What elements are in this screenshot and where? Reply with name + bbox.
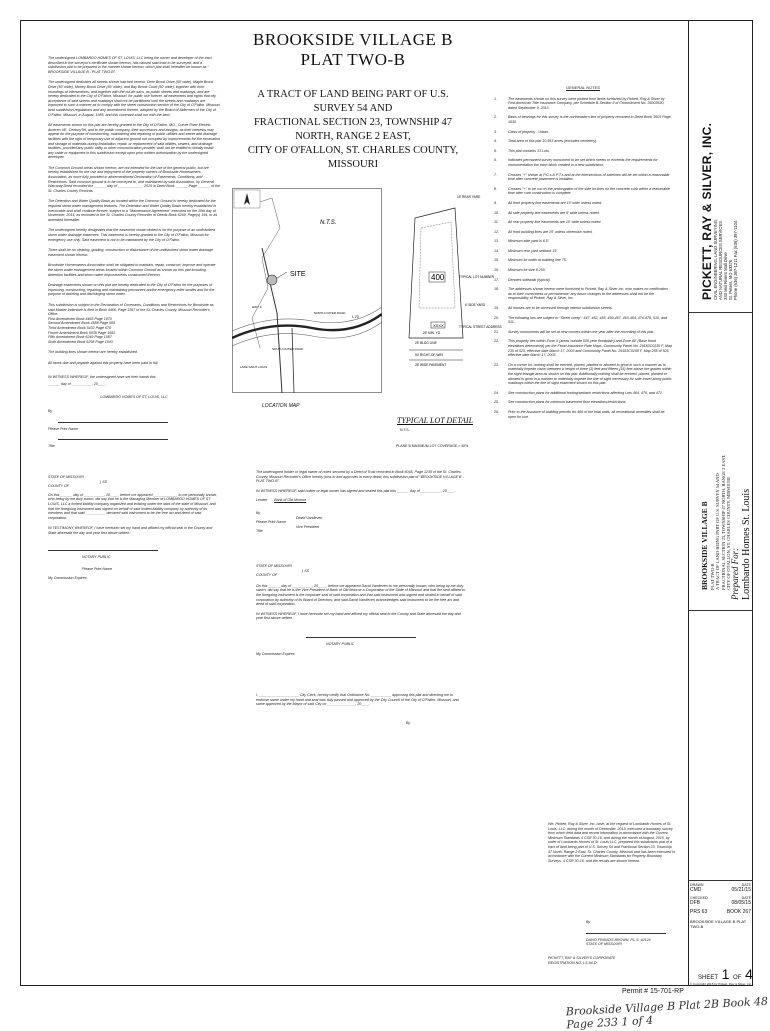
notary-public-label: NOTARY PUBLIC [82, 554, 111, 559]
hoa-maintenance-note: Brookside Homeowners Association shall be obligated to maintain, repair, construct, improve and operate the storm water management areas located within Common Ground as shown on this plat including detention facilities and storm water improvements constructed thereon. [48, 263, 216, 277]
map-road-label: HWY K [252, 305, 262, 309]
amendment-item: Third Amendment Book 5432 Page 675 [48, 325, 111, 330]
general-note-number: 4. [494, 139, 497, 144]
sheet-label: SHEET [698, 975, 718, 981]
general-note-number: 20. [494, 315, 499, 320]
subdivision-name: BROOKSIDE VILLAGE B [253, 30, 453, 49]
amendment-list [48, 317, 220, 345]
general-note [494, 249, 672, 254]
plat-number: PLAT TWO-B [300, 50, 406, 69]
lot-callout: 25' MIN. YD [423, 331, 441, 335]
permit-number: Permit # 15-701-RP [622, 988, 684, 995]
building-envelope [419, 222, 455, 308]
no-clearing-note: There shall be no clearing, grading, construction or disturbance of the undisturbed storm water drainage easement shown hereon. [48, 248, 214, 257]
general-notes-header: GENERAL NOTES [566, 85, 600, 90]
map-road-label: I-70 [352, 314, 359, 319]
general-note [494, 187, 672, 196]
general-note-text: Minimum side yard is 6.5'. [508, 239, 550, 244]
handwritten-annotation: Brookside Village B Plat 2B Book 48 Page 233 1 of 4 [565, 994, 769, 1031]
surveyor-signature-block [586, 920, 676, 947]
title-block-divider [688, 610, 753, 611]
client-name: Lombardo Homes St. Louis [741, 488, 752, 600]
drawn-value: CMD [690, 887, 702, 893]
surveyor-certificate: We, Pickett, Ray & Silver, Inc. have, at the request of Lombardo Homes of St. Louis, LLC, during the month of December, 2013, executed a boundary survey from which field data and record information in accordance with the Current Minimum Standards 4 CSR 30-16, and during the month of August, 2015, by order of Lombardo Homes of St. Louis LLC, prepared this subdivision plat of a tract of land being part of U.S. Survey 54 and Fractional Section 23, Township 47 North, Range 2 East, St. Charles County, Missouri and has been executed in accordance with the Current Minimum Standards for Property Boundary Surveys, 4 CSR 30-16, and the results are shown hereon. [548, 822, 675, 863]
general-note-text: Denotes sidewalk (typical). [508, 277, 551, 282]
site-leader-line [277, 272, 287, 278]
general-note-text: All front building lines are 25' unless otherwise noted. [508, 229, 593, 234]
general-note [494, 211, 672, 216]
general-note-text: This property lies within Zone X (areas outside 500-year floodplain) and Zone AE (Base flood elevations determined) per the Flood Insurance Rate Maps, Community Panel No. 29183C0235 F, Map 235 of 525, effective date March 17, 2003 and Community Panel No. 29183C0255 F, Map 255 of 525, effective date March 17, 2003. [508, 339, 672, 358]
plat-title [238, 30, 468, 172]
notary-commission-label: My Commission Expires [48, 575, 87, 580]
general-note-text: See construction plans for additional footing/setback restrictions affecting Lots 464, 476, and 471. [508, 390, 663, 395]
address-box-label: XXXX [433, 323, 444, 328]
drawn-values [690, 887, 751, 893]
lender-label: Lender [256, 498, 268, 503]
owner-signature-line [58, 416, 168, 423]
general-note-text: The easements shown on this survey were plotted from items furnished by Pickett, Ray & Silver by First American Title Insurance Company, per Schedule B-Section II of Commitment No. 35003530, dated September 9, 2013. [508, 96, 665, 110]
easement-grant: All easements shown on this plat are hereby granted to the City of O'Fallon, MO., Cuivre River Electric, Ameren UE, CenturyTel, and to the public company, their successors and assigns, as their interests may appear for the purpose of constructing, maintaining and repairing of public utilities and sewer and drainage facilities with the right of temporary use of adjacent ground not occupied by improvements for the excavation and storage of materials during installation, repair, or replacement of said utilities, sewers, and drainage facilities, provided any public utility or other communication provider shall not be entitled to initially install any cable or equipment in this subdivision except upon prior written authorization by the undersigned developer. [48, 123, 220, 160]
general-note-number: 25. [494, 400, 499, 405]
declaration-note: This subdivision is subject to the Declaration of Covenants, Conditions and Restrictions for Brookside as said Master Indenture is filed in Book 4466, Page 1367 of the St. Charles County, Missouri Recorder's Office. [48, 302, 214, 317]
lender-notary-county: COUNTY OF [256, 573, 278, 578]
drawn-label: DRAWN [690, 883, 704, 887]
general-note-text: Class of property - Urban. [508, 129, 550, 134]
surveyor-signature-line [586, 927, 666, 934]
notary-print-name-label: Please Print Name [82, 567, 112, 572]
amendment-item: Sixth Amendment Book 6298 Page 1543 [48, 339, 113, 344]
lender-statement: The undersigned holder or legal owner of notes secured by a Deed of Trust recorded in Book 6045, Page 1235 of the St. Charles County, Missouri Recorder's Office hereby joins in and approves in every detail, this subdivision plat of "BROOKSIDE VILLAGE B - PLAT TWO-B". [256, 470, 464, 484]
local-road-line [292, 328, 294, 393]
firm-name: PICKETT, RAY & SILVER, INC. [700, 122, 714, 300]
general-note [494, 258, 672, 263]
general-note [494, 201, 672, 206]
general-note-number: 3. [494, 129, 497, 134]
lender-signer-name: David Vandeven [296, 515, 323, 520]
firm-detail-line: 333 Mid Rivers Mall Drive [723, 252, 728, 300]
highway-k-line [262, 248, 282, 393]
project-detail-line: PLAT TWO-B [710, 563, 715, 590]
general-note-text: See construction plans for minimum basement floor elevations/restrictions. [508, 400, 627, 405]
general-note-number: 13. [494, 239, 499, 244]
notary-signature-line [48, 544, 158, 551]
general-note-number: 6. [494, 158, 497, 163]
general-note-text: Indicates permanent survey monument to be set which meets or exceeds the requirements for monumentation the each block created in a new subdivision. [508, 158, 658, 167]
lot-callout: TYPICAL LOT NUMBER [459, 275, 494, 279]
firm-detail-line: AND NATURAL RESOURCES SERVICES [718, 220, 723, 300]
general-note-text: Minimum lot size 8,250. [508, 268, 546, 273]
lender-notary-signature-line [306, 631, 416, 638]
general-note [494, 97, 672, 111]
taxes-note: All taxes due and payable against this property have been paid in full. [48, 360, 159, 365]
owner-certification [48, 56, 220, 580]
lender-signer-title: Vice President [296, 524, 320, 529]
general-note [494, 130, 672, 135]
site-marker [267, 275, 277, 285]
general-note-text: Prior to the issuance of building permits for 466 of the total units, all recreational amenities shall be open for use. [508, 409, 665, 419]
date-value: 05/21/15 [731, 887, 751, 893]
tract-description-1: A TRACT OF LAND BEING PART OF U.S. SURVEY 54 AND [257, 89, 449, 114]
field-label: PRS [690, 909, 701, 915]
general-note-text: Crosses "+" shown at P.C.s & P.T.s and at the intersections of sidelines will be set within a reasonable time after concrete pavement is installed. [508, 172, 670, 182]
map-nts-label: N.T.S. [320, 220, 337, 226]
lot-coverage-note: PLANE B MAXIMUM LOT COVERAGE = 40% [396, 444, 469, 448]
date2-label: DATE [741, 896, 751, 900]
lot-callout: 25' BLDG LINE [415, 341, 437, 345]
general-note-number: 24. [494, 390, 499, 395]
general-note [494, 268, 672, 273]
general-note-text: All houses are to be accessed through interior subdivision streets. [508, 306, 613, 311]
general-note-number: 23. [494, 362, 499, 367]
sheet-current: 1 [721, 966, 730, 982]
lot-number-label: 400 [431, 273, 445, 282]
typical-lot-diagram [385, 188, 503, 408]
owner-print-name-label: Please Print Name [48, 426, 78, 431]
date2-value: 08/05/15 [731, 900, 751, 906]
building-lines-note: The building lines shown hereon are hereby established. [48, 350, 138, 355]
general-note-number: 10. [494, 210, 499, 215]
date-label: DATE [741, 883, 751, 887]
location-map-frame [233, 189, 382, 393]
general-note-number: 16. [494, 268, 499, 273]
surveyor-state: STATE OF MISSOURI [586, 942, 622, 947]
amendment-item: Fourth Amendment Book 5539 Page 1682 [48, 330, 116, 335]
general-note-text: Minimum lot width at building line 75'. [508, 258, 568, 263]
city-clerk-certificate: I, ____________________ City Clerk, hereby certify that Ordinance No. __________ approving this plat and directing me to endorse same under my hand and seal was duly passed and approved by the City Council of the City of O'Fallon, Missouri, and same approved by the Mayor of said City on ______________, 20____. [256, 693, 459, 707]
general-note-text: Basis of bearings for this survey is the northeastern line of property recorded in Deed Book 3603 Page 1630. [508, 115, 671, 124]
owner-statement: The undersigned LOMBARDO HOMES OF ST. LOUIS, LLC being the owner and developer of the tract described in the surveyor's certificate shown hereon, has caused said tract to be surveyed, and a subdivision plat to be prepared in the manner shown hereon, which plat shall hereafter be known as " BROOKSIDE VILLAGE B - PLAT TWO-B". [48, 56, 212, 74]
general-note-text: This plat contains 33 Lots. [508, 148, 550, 153]
lot-callout: 28' WIDE PAVEMENT [415, 363, 447, 367]
sheet-of: OF [733, 975, 742, 981]
interstate-line [232, 314, 382, 338]
field-book-row [690, 909, 751, 915]
owner-by-label: By [48, 409, 53, 414]
typical-lot-caption: TYPICAL LOT DETAIL [397, 416, 474, 425]
field-value: 63 [701, 909, 708, 915]
general-note-text: Minimum rear yard setback 15'. [508, 248, 559, 253]
project-detail-line: A TRACT OF LAND BEING PART OF U.S. SURVEY 54 AND [715, 473, 721, 590]
general-note-number: 18. [494, 287, 499, 292]
location-map [232, 188, 382, 393]
general-note-text: All front property line easements are 10' wide unless noted. [508, 200, 603, 205]
general-note-number: 21. [494, 329, 499, 334]
surveyor-by-label: By [586, 920, 591, 924]
lot-callout: 15' REAR YARD [457, 195, 481, 199]
general-notes-list [494, 97, 672, 420]
copyright-notice: © Copyright 2015 by Pickett, Ray & Silver, Inc. [690, 982, 752, 986]
lot-callout: 6' SIDE YARD [465, 303, 486, 307]
lender-row [256, 498, 466, 503]
detention-basin-note: The Detention and Water Quality Basin as located within the Common Ground is hereby dedicated for the required storm water management features. The Detention and Water Quality Basin hereby established in irrevocable and shall continue forever, subject to a "Maintenance Agreement" executed on the 10th day of November, 2014, as recorded in the St. Charles County Recorder of Deeds Book 6269, Page(s) 194, or as amended thereafter. [48, 199, 218, 222]
common-ground-note: The Common Ground areas shown hereon, are not intended for the use of the general public, but are hereby established for the use and enjoyment of the property owners of Brookside Homeowners Association, as more fully provided in aforementioned Declaration of Easements, Conditions, and Restrictions. Said common ground is to be conveyed to, and maintained by said Association, by General Warranty Deed recorded the ______ day of ____________, 2015 in Deed Book ______ Page ______ of the St. Charles County Records. [48, 165, 220, 193]
amendment-item: Second Amendment Book 4588 Page 505 [48, 321, 115, 326]
book-label: BOOK [726, 909, 742, 915]
checked-label: CHECKED [690, 896, 708, 900]
general-note-number: 1. [494, 96, 497, 101]
general-note-number: 5. [494, 148, 497, 153]
general-note [494, 158, 672, 167]
tract-description-3: CITY OF O'FALLON, ST. CHARLES COUNTY, MISSOURI [247, 145, 459, 170]
general-note [494, 339, 672, 357]
general-note [494, 316, 672, 325]
general-note [494, 287, 672, 301]
lot-callout: 50' RIGHT-OF-WAY [415, 353, 444, 357]
project-name: BROOKSIDE VILLAGE B [700, 501, 709, 590]
general-note [494, 410, 672, 419]
lender-notary-ss: ) SS [302, 568, 309, 573]
project-detail-line: CITY OF O'FALLON, ST. CHARLES COUNTY, MISSOURI [726, 477, 732, 590]
general-note-number: 2. [494, 115, 497, 120]
general-note [494, 363, 672, 386]
general-note-text: The following lots are subject to "Street creep": 447, 452, 455, 459-457, 463-464, 476-478, 510, and 511. [508, 315, 667, 325]
lender-notary-state: STATE OF MISSOURI [256, 563, 292, 568]
general-note-number: 19. [494, 306, 499, 311]
lender-title-label: Title [256, 529, 263, 534]
general-notes [494, 86, 672, 424]
map-road-label: NORTH OUTER ROAD [314, 311, 346, 315]
general-note-number: 26. [494, 409, 499, 414]
lender-witness: IN WITNESS WHEREOF, said holder or legal owner has signed and sealed this plat this ______ day of __________, 20____. [256, 488, 456, 493]
title-block-divider [688, 312, 753, 313]
city-clerk-by-label: By [406, 720, 411, 725]
checked-values [690, 900, 751, 906]
notary-county: COUNTY OF [48, 484, 70, 489]
book-value: 267 [742, 909, 751, 915]
general-note-number: 17. [494, 277, 499, 282]
project-detail-line: FRACTIONAL SECTION 23, TOWNSHIP 47 NORTH, RANGE 2 EAST, [720, 454, 726, 590]
firm-detail-line: CIVIL ENGINEERING, LAND SURVEYING, [713, 218, 718, 300]
general-note-text: The addresses shown hereon were furnished to Pickett, Ray & Silver Inc. who makes no certification as to their correctness or permanence; any future changes to the addresses shall not be the responsibility of Pickett, Ray & Silver, Inc. [508, 287, 668, 301]
general-note-number: 15. [494, 258, 499, 263]
prepared-for-label: Prepared For: [730, 547, 740, 600]
witness-statement: IN WITNESS WHEREOF, the undersigned have set their hands this [48, 375, 156, 380]
lender-notary-body: On this ______ day of __________, 20____, before me appeared David Vandeven to me personally known, who being by me duly sworn, did say that he is the Vice President of Bank of Old Monroe a Corporation of the State of Missouri and that the seal affixed to the foregoing instrument is the corporate seal of said corporation and that said instrument was signed and sealed in behalf of said corporation by authority of its Board of Directors; and said David Vandeven acknowledges said instrument to be the free act and deed of said corporation. [256, 583, 466, 607]
general-note-text: All rear property line easements are 10' wide unless noted. [508, 220, 602, 225]
general-note [494, 239, 672, 244]
general-note [494, 230, 672, 235]
general-note-number: 22. [494, 339, 499, 344]
lender-notary-public-label: NOTARY PUBLIC [326, 641, 355, 646]
lot-callout: TYPICAL STREET ADDRESS [459, 325, 502, 329]
map-road-label: SOUTH OUTER ROAD [272, 347, 304, 351]
general-note-number: 12. [494, 229, 499, 234]
lender-notary-witness: IN WITNESS WHEREOF, I have hereunto set my hand and affixed my official seal in the County and State aforesaid the day and year first above written. [256, 611, 461, 621]
general-note [494, 306, 672, 311]
general-note [494, 115, 672, 124]
owner-testimony: IN TESTIMONY WHEREOF, I have hereunto set my hand and affixed my official seal in the County and State aforesaid the day and year first above written. [48, 526, 213, 535]
lender-notary-commission: My Commission Expires [256, 652, 295, 657]
general-note [494, 278, 672, 283]
lender-consent [256, 470, 466, 725]
tract-description-2: FRACTIONAL SECTION 23, TOWNSHIP 47 NORTH, RANGE 2 EAST, [253, 117, 453, 142]
general-note [494, 400, 672, 405]
general-note-number: 14. [494, 248, 499, 253]
general-note [494, 220, 672, 225]
corporate-registration: PICKETT, RAY & SILVER'S CORPORATE REGISTRATION NO. LS-94-D [548, 956, 616, 965]
amendment-item: First Amendment Book 4465 Page 1970 [48, 316, 112, 321]
lender-print-name-label: Please Print Name [256, 520, 286, 525]
witness-date: ______ day of __________, 20____. [48, 382, 107, 387]
general-note-text: Crosses "+" to be cut on the prolongation of the side lot lines on the concrete curb within a reasonable time after curb construction is complete. [508, 186, 670, 196]
drainage-dedication-note: Drainage easements shown on this plat are hereby dedicated to the City of O'Fallon for the purposes of improving, constructing, repairing and maintaining permanent and/or emergency relief swales and for the purpose of draining and discharging storm water. [48, 283, 215, 297]
owner-notary-body: On this ______ day of __________, 20____, before me appeared ____________ to me personally known, who being by me duly sworn, did say that he is the Managing Member of LOMBARDO HOMES OF ST. LOUIS, LLC a limited liability company organized and existing under the laws of the state of Missouri, and that the foregoing instrument was signed on behalf of said limited liability company by authority of its members and that said __________ declared said instrument to be the free act and deed of said corporation. [48, 492, 218, 520]
general-note [494, 391, 672, 396]
general-note [494, 149, 672, 154]
firm-detail-line: Phone (636) 397-1211 Fax (636) 397-1104 [733, 220, 738, 300]
general-note-number: 7. [494, 172, 497, 177]
general-note-number: 9. [494, 200, 497, 205]
project-line: BROOKSIDE VILLAGE B PLAT TWO-B [690, 919, 747, 929]
map-site-label: SITE [290, 271, 306, 278]
notary-ss: ) SS [100, 479, 107, 484]
drawing-info-box [688, 880, 753, 966]
general-note-text: Total area of this plat 10.953 acres (excludes cemetery). [508, 139, 598, 144]
drainage-easement-note: The undersigned hereby designates that the easement shown dotted is for the purpose of an undisturbed storm water drainage easement. This easement is hereby granted to the City of O'Fallon, Missouri for emergency use only. Said easement is not to be maintained by the City of O'Fallon. [48, 228, 216, 242]
map-road-label: LAKE SAINT LOUIS [240, 365, 268, 369]
firm-details [713, 219, 738, 300]
owner-company-name: LOMBARDO HOMES OF ST. LOUIS, LLC [100, 394, 168, 399]
lender-by-label: By [256, 510, 261, 515]
owner-title-line [58, 433, 168, 440]
general-note-text: All side property line easements are 5' wide unless noted. [508, 210, 600, 215]
general-note-number: 11. [494, 220, 499, 225]
general-note-number: 8. [494, 186, 497, 191]
general-note-text: Survey monuments will be set at new corners within one year after the recording of this plat. [508, 329, 655, 334]
surveyor-name: DAVID FRANCIS BROWN, P.L.S. #2124 [586, 937, 651, 942]
general-note [494, 139, 672, 144]
firm-detail-line: St. Peters, MO 63376 [728, 259, 733, 300]
typical-lot-nts: N.T.S. [400, 428, 410, 432]
lender-name: Bank of Old Monroe [274, 498, 307, 503]
general-note-text: On a corner lot, nothing shall be erected, placed, planted or allowed to grow in such a manner as to materially impede vision between a height of three (3) feet and fifteen (15) feet above the grades within the sight triangle area as shown on this plat. Additionally nothing shall be erected, placed, planted or allowed to grow in a manner to materially impede the line of sight necessary for safe travel along public roadways within the line of sight easement shown on this plat. [508, 362, 672, 386]
checked-value: DFB [690, 900, 700, 906]
amendment-item: Fifth Amendment Book 6249 Page 1587 [48, 335, 112, 340]
sheet-number [698, 966, 755, 982]
sheet-total: 4 [745, 966, 753, 982]
location-map-caption: LOCATION MAP [262, 403, 300, 409]
project-details [710, 454, 732, 590]
general-note [494, 173, 672, 182]
owner-title-label: Title [48, 444, 55, 449]
street-dedication: The undersigned dedicates all streets shown hatched hereon, Deer Brook Drive (50' wide), Maple Brook Drive (50' wide), Money Brook Drive (50' wide), and Bay Brook Court (50' wide), together with their roundings at intersections, and together with the cul-de-sacs, as public streets and roadways, and are hereby dedicated to the City of O'Fallon, Missouri, for public use forever, all easements and rights that city acceptance of said streets and roadways shall not be partitioned until the streets and roadways are improved to such a manner as to comply with the street construction section of the City of O'Fallon. Missouri land subdivision regulations and any amendment thereto, adopted by the Board of Aldermen of the City of O'Fallon, Missouri, in August, 1985, and this covenant shall run with the land. [48, 80, 220, 117]
notary-state: STATE OF MISSOURI [48, 475, 84, 480]
general-note [494, 330, 672, 335]
